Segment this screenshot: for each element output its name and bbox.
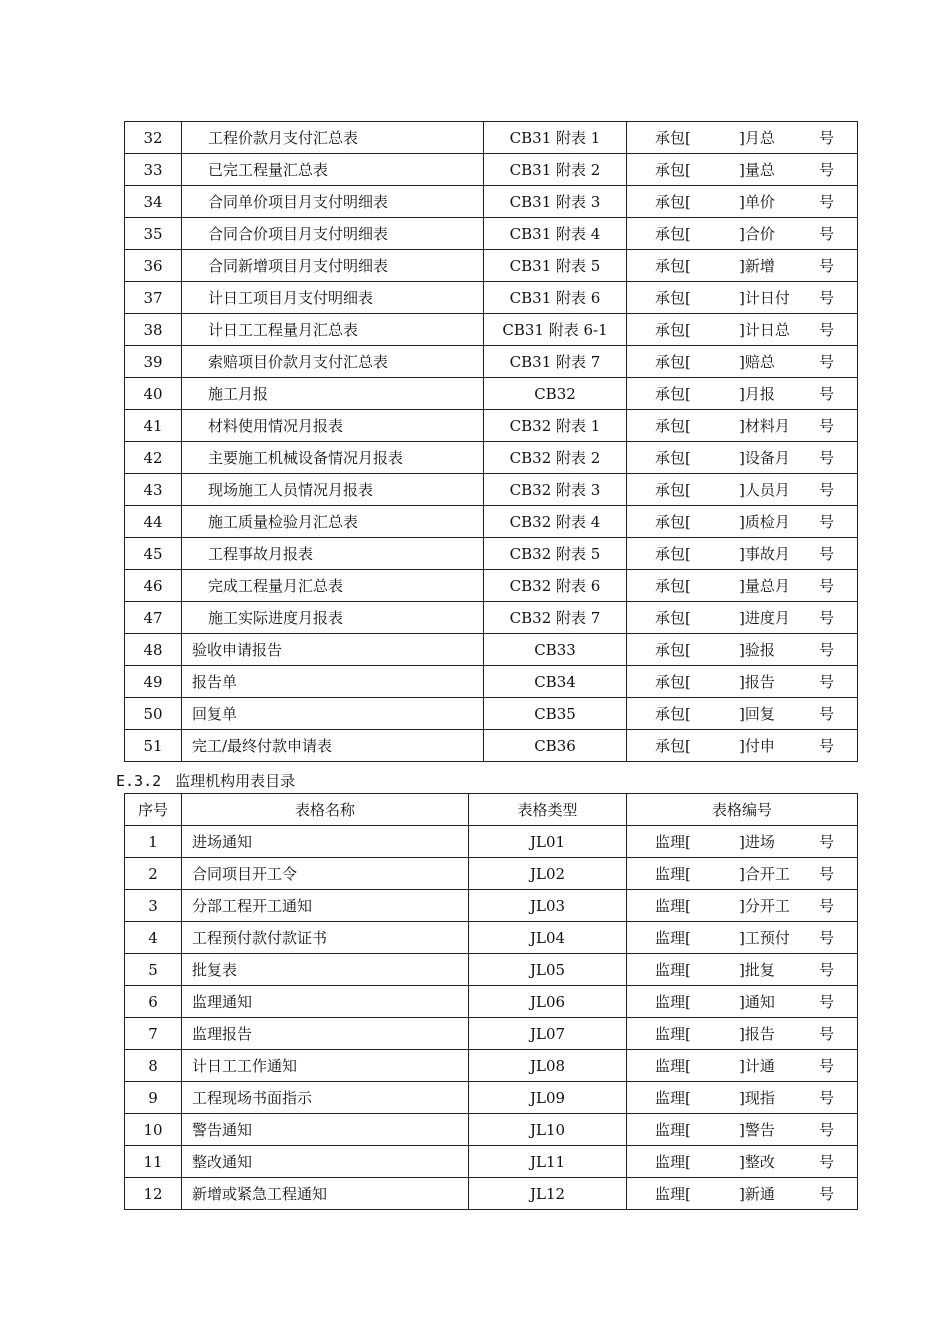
table-row bbox=[125, 634, 858, 666]
form-code bbox=[627, 730, 858, 762]
form-code bbox=[627, 122, 858, 154]
form-name: 监理通知 bbox=[182, 986, 469, 1018]
table-row bbox=[125, 602, 858, 634]
code-suffix: 号 bbox=[819, 1089, 835, 1107]
contractor-forms-table-continued bbox=[124, 121, 858, 762]
form-name: 工程事故月报表 bbox=[182, 538, 484, 570]
code-prefix: 承包[ bbox=[655, 737, 691, 755]
form-name: 进场通知 bbox=[182, 826, 469, 858]
form-name: 工程现场书面指示 bbox=[182, 1082, 469, 1114]
table-row bbox=[125, 218, 858, 250]
table-row bbox=[125, 378, 858, 410]
row-number: 10 bbox=[125, 1114, 182, 1146]
code-middle: ]报告 bbox=[739, 673, 775, 691]
row-number: 48 bbox=[125, 634, 182, 666]
form-type: JL07 bbox=[469, 1018, 627, 1050]
row-number: 44 bbox=[125, 506, 182, 538]
form-code bbox=[627, 986, 858, 1018]
row-number: 33 bbox=[125, 154, 182, 186]
code-prefix: 承包[ bbox=[655, 513, 691, 531]
table-row bbox=[125, 826, 858, 858]
header-row bbox=[125, 794, 858, 826]
form-name: 警告通知 bbox=[182, 1114, 469, 1146]
code-suffix: 号 bbox=[819, 225, 835, 243]
code-suffix: 号 bbox=[819, 641, 835, 659]
code-middle: ]月总 bbox=[739, 129, 775, 147]
form-code bbox=[627, 826, 858, 858]
table-row bbox=[125, 154, 858, 186]
table-row bbox=[125, 698, 858, 730]
code-prefix: 承包[ bbox=[655, 225, 691, 243]
code-prefix: 监理[ bbox=[655, 865, 691, 883]
code-prefix: 监理[ bbox=[655, 1089, 691, 1107]
code-middle: ]付申 bbox=[739, 737, 775, 755]
code-prefix: 承包[ bbox=[655, 545, 691, 563]
code-suffix: 号 bbox=[819, 353, 835, 371]
code-prefix: 承包[ bbox=[655, 577, 691, 595]
code-suffix: 号 bbox=[819, 609, 835, 627]
table-row bbox=[125, 858, 858, 890]
code-suffix: 号 bbox=[819, 865, 835, 883]
table-row bbox=[125, 442, 858, 474]
header-no: 序号 bbox=[125, 794, 182, 826]
code-suffix: 号 bbox=[819, 737, 835, 755]
form-name: 索赔项目价款月支付汇总表 bbox=[182, 346, 484, 378]
row-number: 3 bbox=[125, 890, 182, 922]
code-prefix: 承包[ bbox=[655, 481, 691, 499]
row-number: 39 bbox=[125, 346, 182, 378]
code-middle: ]分开工 bbox=[739, 897, 790, 915]
code-prefix: 承包[ bbox=[655, 449, 691, 467]
code-suffix: 号 bbox=[819, 993, 835, 1011]
supervision-forms-table-body bbox=[125, 826, 858, 1210]
section-title: 监理机构用表目录 bbox=[175, 772, 296, 790]
code-suffix: 号 bbox=[819, 289, 835, 307]
table-row bbox=[125, 346, 858, 378]
code-middle: ]现指 bbox=[739, 1089, 775, 1107]
form-code bbox=[627, 698, 858, 730]
table-row bbox=[125, 250, 858, 282]
code-middle: ]合价 bbox=[739, 225, 775, 243]
form-code bbox=[627, 250, 858, 282]
table-row bbox=[125, 1114, 858, 1146]
code-middle: ]量总月 bbox=[739, 577, 790, 595]
form-name: 施工实际进度月报表 bbox=[182, 602, 484, 634]
form-code bbox=[627, 186, 858, 218]
row-number: 1 bbox=[125, 826, 182, 858]
form-name: 主要施工机械设备情况月报表 bbox=[182, 442, 484, 474]
form-type: JL11 bbox=[469, 1146, 627, 1178]
form-type: CB34 bbox=[484, 666, 627, 698]
form-type: JL10 bbox=[469, 1114, 627, 1146]
form-code bbox=[627, 506, 858, 538]
section-heading bbox=[116, 770, 295, 791]
row-number: 4 bbox=[125, 922, 182, 954]
row-number: 7 bbox=[125, 1018, 182, 1050]
table-row bbox=[125, 890, 858, 922]
code-middle: ]新增 bbox=[739, 257, 775, 275]
code-prefix: 承包[ bbox=[655, 609, 691, 627]
code-middle: ]赔总 bbox=[739, 353, 775, 371]
form-type: CB35 bbox=[484, 698, 627, 730]
code-suffix: 号 bbox=[819, 129, 835, 147]
code-middle: ]质检月 bbox=[739, 513, 790, 531]
form-name: 施工质量检验月汇总表 bbox=[182, 506, 484, 538]
form-type: JL05 bbox=[469, 954, 627, 986]
code-prefix: 监理[ bbox=[655, 897, 691, 915]
code-suffix: 号 bbox=[819, 385, 835, 403]
form-code bbox=[627, 1114, 858, 1146]
code-prefix: 承包[ bbox=[655, 193, 691, 211]
form-code bbox=[627, 858, 858, 890]
form-type: CB31 附表 4 bbox=[484, 218, 627, 250]
table-row bbox=[125, 1146, 858, 1178]
table-row bbox=[125, 730, 858, 762]
form-name: 已完工程量汇总表 bbox=[182, 154, 484, 186]
form-code bbox=[627, 1082, 858, 1114]
table-row bbox=[125, 1082, 858, 1114]
code-prefix: 监理[ bbox=[655, 1025, 691, 1043]
table-row bbox=[125, 410, 858, 442]
form-code bbox=[627, 474, 858, 506]
code-middle: ]新通 bbox=[739, 1185, 775, 1203]
form-name: 合同单价项目月支付明细表 bbox=[182, 186, 484, 218]
row-number: 37 bbox=[125, 282, 182, 314]
form-code bbox=[627, 602, 858, 634]
code-prefix: 监理[ bbox=[655, 1153, 691, 1171]
form-name: 回复单 bbox=[182, 698, 484, 730]
code-middle: ]人员月 bbox=[739, 481, 790, 499]
table-row bbox=[125, 538, 858, 570]
form-name: 分部工程开工通知 bbox=[182, 890, 469, 922]
table-row bbox=[125, 122, 858, 154]
table-row bbox=[125, 474, 858, 506]
code-suffix: 号 bbox=[819, 705, 835, 723]
code-middle: ]进度月 bbox=[739, 609, 790, 627]
table-row bbox=[125, 1018, 858, 1050]
contractor-forms-table-body bbox=[125, 122, 858, 762]
form-code bbox=[627, 1018, 858, 1050]
code-middle: ]合开工 bbox=[739, 865, 790, 883]
row-number: 41 bbox=[125, 410, 182, 442]
code-middle: ]进场 bbox=[739, 833, 775, 851]
code-prefix: 承包[ bbox=[655, 129, 691, 147]
code-suffix: 号 bbox=[819, 1185, 835, 1203]
form-name: 完工/最终付款申请表 bbox=[182, 730, 484, 762]
code-prefix: 监理[ bbox=[655, 833, 691, 851]
row-number: 38 bbox=[125, 314, 182, 346]
form-code bbox=[627, 218, 858, 250]
form-type: CB33 bbox=[484, 634, 627, 666]
row-number: 45 bbox=[125, 538, 182, 570]
form-type: CB31 附表 5 bbox=[484, 250, 627, 282]
form-name: 报告单 bbox=[182, 666, 484, 698]
code-suffix: 号 bbox=[819, 833, 835, 851]
code-middle: ]事故月 bbox=[739, 545, 790, 563]
code-suffix: 号 bbox=[819, 577, 835, 595]
code-middle: ]计日付 bbox=[739, 289, 790, 307]
code-middle: ]材料月 bbox=[739, 417, 790, 435]
code-prefix: 承包[ bbox=[655, 641, 691, 659]
code-middle: ]计日总 bbox=[739, 321, 790, 339]
row-number: 8 bbox=[125, 1050, 182, 1082]
code-middle: ]批复 bbox=[739, 961, 775, 979]
row-number: 36 bbox=[125, 250, 182, 282]
code-middle: ]报告 bbox=[739, 1025, 775, 1043]
code-suffix: 号 bbox=[819, 321, 835, 339]
row-number: 47 bbox=[125, 602, 182, 634]
form-name: 现场施工人员情况月报表 bbox=[182, 474, 484, 506]
row-number: 34 bbox=[125, 186, 182, 218]
form-code bbox=[627, 378, 858, 410]
code-prefix: 监理[ bbox=[655, 1121, 691, 1139]
form-name: 验收申请报告 bbox=[182, 634, 484, 666]
row-number: 35 bbox=[125, 218, 182, 250]
code-middle: ]工预付 bbox=[739, 929, 790, 947]
form-name: 完成工程量月汇总表 bbox=[182, 570, 484, 602]
form-name: 计日工工程量月汇总表 bbox=[182, 314, 484, 346]
form-type: CB31 附表 6-1 bbox=[484, 314, 627, 346]
form-type: JL04 bbox=[469, 922, 627, 954]
form-type: JL03 bbox=[469, 890, 627, 922]
code-suffix: 号 bbox=[819, 1153, 835, 1171]
form-type: CB31 附表 7 bbox=[484, 346, 627, 378]
section-number: E.3.2 bbox=[116, 772, 162, 790]
row-number: 6 bbox=[125, 986, 182, 1018]
code-suffix: 号 bbox=[819, 1057, 835, 1075]
form-type: CB32 附表 6 bbox=[484, 570, 627, 602]
form-code bbox=[627, 1050, 858, 1082]
code-suffix: 号 bbox=[819, 961, 835, 979]
code-suffix: 号 bbox=[819, 673, 835, 691]
code-middle: ]计通 bbox=[739, 1057, 775, 1075]
code-prefix: 承包[ bbox=[655, 257, 691, 275]
form-type: JL02 bbox=[469, 858, 627, 890]
form-code bbox=[627, 922, 858, 954]
row-number: 40 bbox=[125, 378, 182, 410]
form-code bbox=[627, 634, 858, 666]
code-prefix: 承包[ bbox=[655, 161, 691, 179]
table-row bbox=[125, 186, 858, 218]
form-code bbox=[627, 1178, 858, 1210]
code-middle: ]月报 bbox=[739, 385, 775, 403]
form-name: 计日工项目月支付明细表 bbox=[182, 282, 484, 314]
row-number: 9 bbox=[125, 1082, 182, 1114]
form-code bbox=[627, 666, 858, 698]
form-type: JL09 bbox=[469, 1082, 627, 1114]
code-suffix: 号 bbox=[819, 1121, 835, 1139]
form-type: JL12 bbox=[469, 1178, 627, 1210]
header-type: 表格类型 bbox=[469, 794, 627, 826]
supervision-forms-table bbox=[124, 793, 858, 1210]
form-type: CB32 附表 2 bbox=[484, 442, 627, 474]
table-row bbox=[125, 1178, 858, 1210]
row-number: 50 bbox=[125, 698, 182, 730]
row-number: 11 bbox=[125, 1146, 182, 1178]
header-name: 表格名称 bbox=[182, 794, 469, 826]
code-prefix: 承包[ bbox=[655, 705, 691, 723]
code-middle: ]警告 bbox=[739, 1121, 775, 1139]
form-type: CB32 附表 5 bbox=[484, 538, 627, 570]
header-code: 表格编号 bbox=[627, 794, 858, 826]
form-code bbox=[627, 346, 858, 378]
form-code bbox=[627, 442, 858, 474]
table-row bbox=[125, 954, 858, 986]
form-name: 新增或紧急工程通知 bbox=[182, 1178, 469, 1210]
row-number: 2 bbox=[125, 858, 182, 890]
code-middle: ]设备月 bbox=[739, 449, 790, 467]
code-middle: ]量总 bbox=[739, 161, 775, 179]
code-prefix: 承包[ bbox=[655, 353, 691, 371]
code-prefix: 承包[ bbox=[655, 417, 691, 435]
code-suffix: 号 bbox=[819, 513, 835, 531]
form-code bbox=[627, 410, 858, 442]
code-suffix: 号 bbox=[819, 193, 835, 211]
code-middle: ]单价 bbox=[739, 193, 775, 211]
row-number: 32 bbox=[125, 122, 182, 154]
form-name: 施工月报 bbox=[182, 378, 484, 410]
code-suffix: 号 bbox=[819, 545, 835, 563]
form-type: CB31 附表 1 bbox=[484, 122, 627, 154]
code-middle: ]验报 bbox=[739, 641, 775, 659]
row-number: 5 bbox=[125, 954, 182, 986]
form-code bbox=[627, 282, 858, 314]
supervision-forms-table-header bbox=[125, 794, 858, 826]
form-type: CB32 bbox=[484, 378, 627, 410]
code-suffix: 号 bbox=[819, 257, 835, 275]
form-code bbox=[627, 538, 858, 570]
row-number: 43 bbox=[125, 474, 182, 506]
form-name: 材料使用情况月报表 bbox=[182, 410, 484, 442]
code-suffix: 号 bbox=[819, 897, 835, 915]
table-row bbox=[125, 506, 858, 538]
code-suffix: 号 bbox=[819, 449, 835, 467]
code-suffix: 号 bbox=[819, 161, 835, 179]
code-middle: ]通知 bbox=[739, 993, 775, 1011]
form-name: 批复表 bbox=[182, 954, 469, 986]
form-code bbox=[627, 890, 858, 922]
form-type: CB32 附表 4 bbox=[484, 506, 627, 538]
code-prefix: 监理[ bbox=[655, 993, 691, 1011]
form-name: 合同合价项目月支付明细表 bbox=[182, 218, 484, 250]
code-prefix: 监理[ bbox=[655, 929, 691, 947]
form-name: 合同新增项目月支付明细表 bbox=[182, 250, 484, 282]
code-suffix: 号 bbox=[819, 1025, 835, 1043]
form-type: CB31 附表 2 bbox=[484, 154, 627, 186]
form-code bbox=[627, 954, 858, 986]
code-prefix: 承包[ bbox=[655, 385, 691, 403]
code-suffix: 号 bbox=[819, 417, 835, 435]
table-row bbox=[125, 1050, 858, 1082]
form-name: 整改通知 bbox=[182, 1146, 469, 1178]
code-prefix: 监理[ bbox=[655, 1057, 691, 1075]
table-row bbox=[125, 314, 858, 346]
form-code bbox=[627, 570, 858, 602]
code-prefix: 监理[ bbox=[655, 1185, 691, 1203]
table-row bbox=[125, 666, 858, 698]
form-type: CB32 附表 1 bbox=[484, 410, 627, 442]
row-number: 42 bbox=[125, 442, 182, 474]
row-number: 12 bbox=[125, 1178, 182, 1210]
row-number: 49 bbox=[125, 666, 182, 698]
code-suffix: 号 bbox=[819, 929, 835, 947]
table-row bbox=[125, 282, 858, 314]
form-type: CB31 附表 6 bbox=[484, 282, 627, 314]
form-name: 监理报告 bbox=[182, 1018, 469, 1050]
code-prefix: 承包[ bbox=[655, 673, 691, 691]
code-prefix: 监理[ bbox=[655, 961, 691, 979]
table-row bbox=[125, 922, 858, 954]
form-name: 工程价款月支付汇总表 bbox=[182, 122, 484, 154]
code-middle: ]整改 bbox=[739, 1153, 775, 1171]
code-prefix: 承包[ bbox=[655, 289, 691, 307]
form-type: CB32 附表 7 bbox=[484, 602, 627, 634]
form-type: JL08 bbox=[469, 1050, 627, 1082]
code-prefix: 承包[ bbox=[655, 321, 691, 339]
form-name: 合同项目开工令 bbox=[182, 858, 469, 890]
form-type: JL06 bbox=[469, 986, 627, 1018]
form-name: 计日工工作通知 bbox=[182, 1050, 469, 1082]
row-number: 51 bbox=[125, 730, 182, 762]
form-code bbox=[627, 1146, 858, 1178]
code-middle: ]回复 bbox=[739, 705, 775, 723]
table-row bbox=[125, 570, 858, 602]
form-type: CB32 附表 3 bbox=[484, 474, 627, 506]
form-type: CB31 附表 3 bbox=[484, 186, 627, 218]
form-code bbox=[627, 314, 858, 346]
form-code bbox=[627, 154, 858, 186]
form-type: JL01 bbox=[469, 826, 627, 858]
row-number: 46 bbox=[125, 570, 182, 602]
table-row bbox=[125, 986, 858, 1018]
form-type: CB36 bbox=[484, 730, 627, 762]
form-name: 工程预付款付款证书 bbox=[182, 922, 469, 954]
code-suffix: 号 bbox=[819, 481, 835, 499]
